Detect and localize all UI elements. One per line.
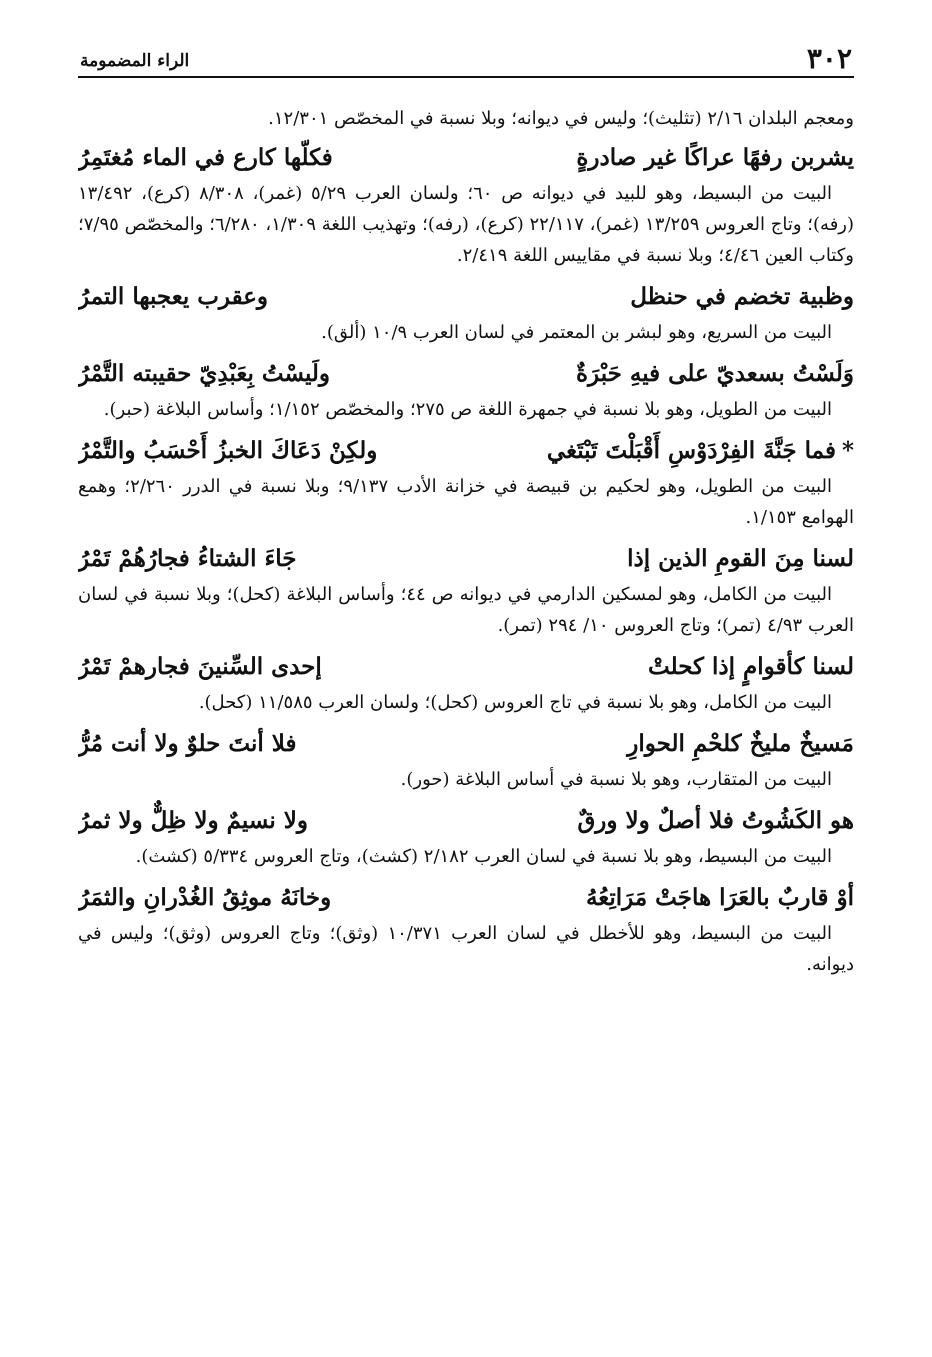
verse-line bbox=[78, 724, 854, 764]
first-hemistich-text: لسنا مِنَ القومِ الذين إذا bbox=[627, 545, 854, 572]
verse-commentary: البيت من الطويل، وهو لحكيم بن قبيصة في خزانة الأدب ٩/١٣٧؛ وبلا نسبة في الدرر ٢/٢٦٠؛ وهمع الهوامع ١/١٥٣. bbox=[78, 476, 854, 528]
verse-commentary: البيت من البسيط، وهو للبيد في ديوانه ص ٦٠؛ ولسان العرب ٥/٢٩ (غمر)، ٨/٣٠٨ (كرع)، ١٣/٤٩٢ (رفه)؛ وتاج العروس ١٣/٢٥٩ (غمر)، ٢٢/١١٧ (كرع)، (رفه)؛ وتهذيب اللغة ١/٣٠٩، ٦/٢٨٠؛ والمخصّص ٧/٩٥؛ وكتاب العين ٤/٤٦؛ وبلا نسبة في مقاييس اللغة ٢/٤١٩. bbox=[78, 183, 854, 266]
first-hemistich bbox=[577, 801, 854, 841]
verse-commentary: البيت من البسيط، وهو للأخطل في لسان العرب ١٠/٣٧١ (وثق)؛ وتاج العروس (وثق)؛ وليس في ديوانه. bbox=[78, 923, 854, 975]
verse-line bbox=[78, 539, 854, 579]
second-hemistich: ولا نسيمٌ ولا ظِلٌّ ولا ثمرُ bbox=[78, 807, 308, 834]
verse-commentary: البيت من الكامل، وهو لمسكين الدارمي في ديوانه ص ٤٤؛ وأساس البلاغة (كحل)؛ وبلا نسبة في لسان العرب ٤/٩٣ (تمر)؛ وتاج العروس ١٠/ ٢٩٤ (تمر). bbox=[78, 584, 854, 636]
verse-line bbox=[78, 431, 854, 471]
verse-commentary: البيت من الكامل، وهو بلا نسبة في تاج العروس (كحل)؛ ولسان العرب ١١/٥٨٥ (كحل). bbox=[198, 692, 832, 713]
verse-commentary: البيت من المتقارب، وهو بلا نسبة في أساس البلاغة (حور). bbox=[400, 769, 832, 790]
first-hemistich bbox=[586, 878, 854, 918]
verse-entry bbox=[78, 277, 854, 348]
verse-entry bbox=[78, 801, 854, 872]
first-hemistich-text: لسنا كأقوامٍ إذا كحلتْ bbox=[648, 653, 854, 680]
first-hemistich bbox=[576, 354, 854, 394]
second-hemistich: ولَيسْتُ بِعَبْدِيّ حقيبته التَّمْرُ bbox=[78, 360, 331, 387]
verse-line bbox=[78, 647, 854, 687]
page-body bbox=[78, 104, 854, 1327]
verse-entry bbox=[78, 724, 854, 795]
star-marker: * bbox=[841, 437, 854, 464]
verse-entry bbox=[78, 878, 854, 980]
first-hemistich bbox=[648, 647, 854, 687]
verse-commentary: البيت من البسيط، وهو بلا نسبة في لسان العرب ٢/١٨٢ (كشث)، وتاج العروس ٥/٣٣٤ (كشث). bbox=[135, 846, 832, 867]
verse-entry bbox=[78, 647, 854, 718]
verse-commentary: البيت من السريع، وهو لبشر بن المعتمر في لسان العرب ١٠/٩ (ألق). bbox=[321, 322, 832, 343]
second-hemistich: إحدى السِّنينَ فجارهمْ تَمْرُ bbox=[78, 653, 322, 680]
verse-line bbox=[78, 138, 854, 178]
second-hemistich: فلا أنتَ حلوٌ ولا أنت مُرُّ bbox=[78, 730, 297, 757]
second-hemistich: ولكِنْ دَعَاكَ الخبزُ أَحْسَبُ والتَّمْرُ bbox=[78, 437, 378, 464]
page-header bbox=[78, 42, 854, 78]
page-number: ٣٠٢ bbox=[806, 42, 852, 75]
verse-entry bbox=[78, 539, 854, 641]
verse-commentary: البيت من الطويل، وهو بلا نسبة في جمهرة اللغة ص ٢٧٥؛ والمخصّص ١/١٥٢؛ وأساس البلاغة (حبر). bbox=[103, 399, 832, 420]
verse-entry bbox=[78, 431, 854, 533]
second-hemistich: جَاءَ الشتاءُ فجارُهُمْ تَمْرُ bbox=[78, 545, 297, 572]
first-hemistich bbox=[630, 277, 854, 317]
first-hemistich bbox=[576, 138, 854, 178]
first-hemistich-text: وظبية تخضم في حنظل bbox=[630, 283, 854, 310]
first-hemistich-text: وَلَسْتُ بسعديّ على فيهِ حَبْرَةٌ bbox=[575, 360, 854, 387]
first-hemistich bbox=[627, 539, 854, 579]
first-hemistich-text: مَسيخٌ مليخٌ كلحْمِ الحوارِ bbox=[627, 730, 854, 757]
second-hemistich: وخانَهُ موثِقُ الغُدْرانِ والثمَرُ bbox=[78, 884, 332, 911]
first-hemistich-text: فما جَنَّةَ الفِرْدَوْسِ أَقْبَلْتَ تَبْتَغي bbox=[546, 437, 836, 464]
verse-line bbox=[78, 878, 854, 918]
verse-entry bbox=[78, 138, 854, 271]
continuation-paragraph: ومعجم البلدان ٢/١٦ (تثليث)؛ وليس في ديوانه؛ وبلا نسبة في المخصّص ١٢/٣٠١. bbox=[268, 108, 854, 129]
verse-line bbox=[78, 354, 854, 394]
first-hemistich-text: هو الكَشُوتُ فلا أصلٌ ولا ورقٌ bbox=[577, 807, 854, 834]
verse-entries bbox=[78, 138, 854, 980]
verse-entry bbox=[78, 354, 854, 425]
verse-line bbox=[78, 277, 854, 317]
running-title: الراء المضمومة bbox=[80, 51, 190, 71]
first-hemistich bbox=[627, 724, 854, 764]
first-hemistich-text: أوْ قاربٌ بالعَرَا هاجَتْ مَرَاتِعُهُ bbox=[585, 884, 854, 911]
second-hemistich: وعقرب يعجبها التمرُ bbox=[78, 283, 269, 310]
second-hemistich: فكلّها كارع في الماء مُغتَمِرُ bbox=[78, 144, 333, 171]
first-hemistich bbox=[547, 431, 854, 471]
verse-line bbox=[78, 801, 854, 841]
first-hemistich-text: يشربن رفهًا عراكًا غير صادرةٍ bbox=[576, 144, 854, 171]
